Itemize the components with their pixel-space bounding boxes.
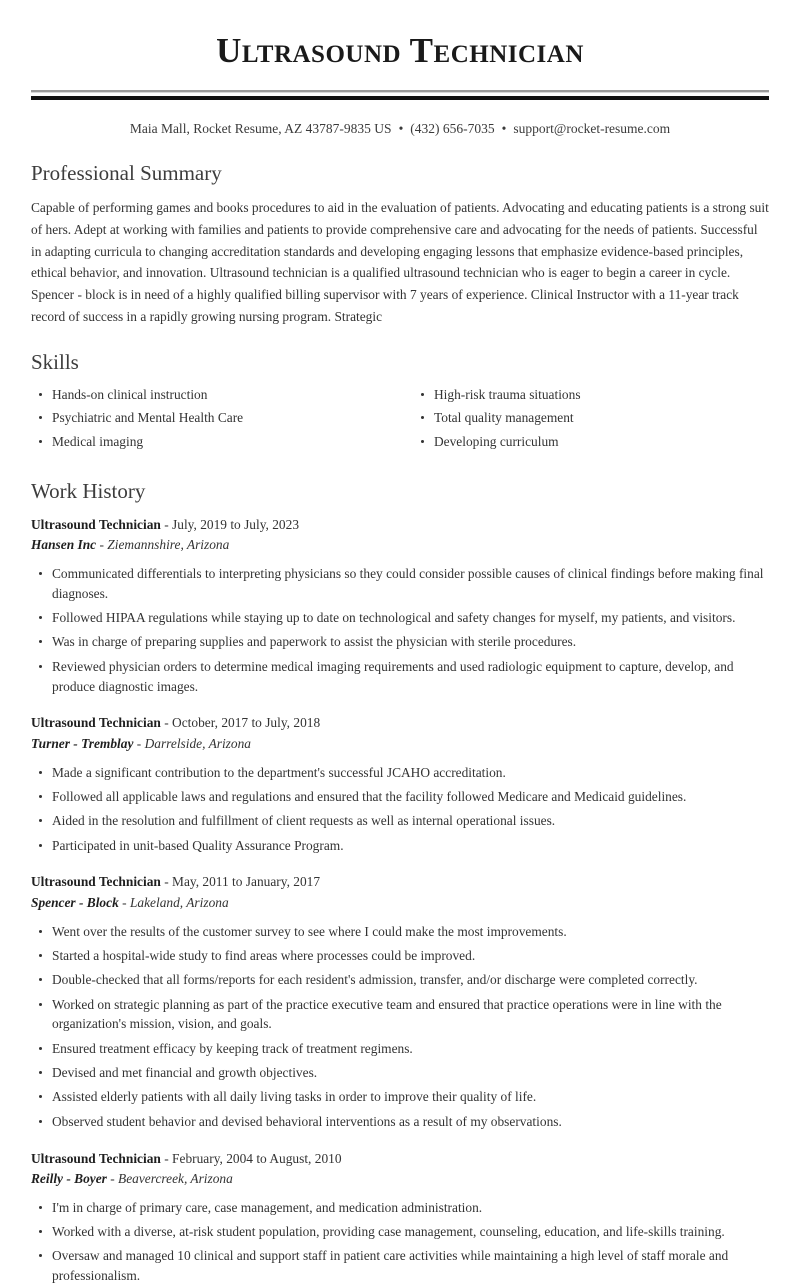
job-company-line	[31, 734, 769, 754]
job-title: Ultrasound Technician	[31, 1150, 161, 1166]
job-title-line	[31, 713, 769, 733]
job-company-line	[31, 1169, 769, 1189]
divider-rule-thick	[31, 96, 769, 100]
list-item: Medical imaging	[31, 433, 400, 451]
work-history-entry	[31, 872, 769, 1131]
job-company: Spencer - Block	[31, 894, 119, 910]
skills-columns	[31, 386, 769, 457]
list-item: High-risk trauma situations	[413, 386, 769, 404]
list-item: Total quality management	[413, 409, 769, 427]
list-item: Made a significant contribution to the department's successful JCAHO accreditation.	[31, 763, 769, 783]
list-item: Devised and met financial and growth objectives.	[31, 1063, 769, 1083]
list-item: Ensured treatment efficacy by keeping track of treatment regimens.	[31, 1039, 769, 1059]
job-dates: February, 2004 to August, 2010	[172, 1150, 342, 1166]
job-company-dash: -	[136, 735, 142, 751]
list-item: Started a hospital-wide study to find areas where processes could be improved.	[31, 946, 769, 966]
job-title-line	[31, 872, 769, 892]
list-item: Followed all applicable laws and regulations and ensured that the facility followed Medicare and Medicaid guidelines.	[31, 787, 769, 807]
job-company-dash: -	[122, 894, 127, 910]
summary-text: Capable of performing games and books procedures to aid in the evaluation of patients. Advocating and educating patients is a strong suit of hers. Adept at working with families and patients to provide comprehensive care and advocating for the needs of patients. Successful in adapting curricula to changing accreditation standards and developing engaging lessons that emphasize evidence-based principles, ethical behavior, and innovation. Ultrasound technician is a qualified ultrasound technician who is eager to begin a career in cycle. Spencer - block is in need of a highly qualified billing supervisor with 7 years of experience. Clinical Instructor with a 11-year track record of success in a rapidly growing nursing program. Strategic	[31, 200, 769, 324]
section-heading-skills: Skills	[31, 349, 79, 374]
job-bullet-list	[31, 564, 769, 696]
job-dates: July, 2019 to July, 2023	[172, 516, 300, 532]
section-work-history	[31, 479, 769, 1286]
list-item: Oversaw and managed 10 clinical and support staff in patient care activities while maintaining a high level of staff morale and professionalism.	[31, 1246, 769, 1286]
job-bullet-list	[31, 1198, 769, 1286]
section-heading-summary: Professional Summary	[31, 161, 222, 186]
job-dash: -	[164, 516, 169, 532]
list-item: Communicated differentials to interpreting physicians so they could consider possible causes of clinical findings before making final diagnoses.	[31, 564, 769, 604]
contact-email[interactable]: support@rocket-resume.com	[513, 121, 671, 137]
job-dash: -	[164, 1150, 169, 1166]
job-location: Beavercreek, Arizona	[118, 1170, 233, 1186]
list-item: Psychiatric and Mental Health Care	[31, 409, 400, 427]
list-item: Participated in unit-based Quality Assurance Program.	[31, 836, 769, 856]
job-title: Ultrasound Technician	[31, 715, 161, 731]
job-company-line	[31, 893, 769, 913]
page-title: Ultrasound Technician	[216, 31, 584, 70]
list-item: Worked with a diverse, at-risk student population, providing case management, counseling, education, and life-skills training.	[31, 1222, 769, 1242]
job-title: Ultrasound Technician	[31, 516, 161, 532]
work-history-entry	[31, 1149, 769, 1286]
section-skills	[31, 350, 769, 457]
job-company-dash: -	[110, 1170, 115, 1186]
job-bullet-list	[31, 922, 769, 1132]
list-item: I'm in charge of primary care, case management, and medication administration.	[31, 1198, 769, 1218]
job-dash: -	[164, 874, 169, 890]
job-company: Reilly - Boyer	[31, 1170, 107, 1186]
list-item: Assisted elderly patients with all daily living tasks in order to improve their quality of life.	[31, 1087, 769, 1107]
job-dates: May, 2011 to January, 2017	[172, 874, 321, 890]
job-location: Ziemannshire, Arizona	[107, 536, 230, 552]
list-item: Developing curriculum	[413, 433, 769, 451]
contact-separator-2: •	[501, 121, 507, 137]
section-heading-work-history: Work History	[31, 478, 146, 503]
work-history-entry	[31, 713, 769, 855]
job-title-line	[31, 1149, 769, 1169]
skills-column-left	[31, 386, 400, 457]
job-location: Lakeland, Arizona	[129, 894, 229, 910]
skills-column-right	[400, 386, 769, 457]
list-item: Went over the results of the customer survey to see where I could make the most improvements.	[31, 922, 769, 942]
list-item: Observed student behavior and devised behavioral interventions as a result of my observations.	[31, 1112, 769, 1132]
contact-phone: (432) 656-7035	[410, 121, 495, 137]
contact-separator-1: •	[398, 121, 404, 137]
job-bullet-list	[31, 763, 769, 856]
list-item: Hands-on clinical instruction	[31, 386, 400, 404]
job-company: Turner - Tremblay	[31, 735, 134, 751]
contact-address: Maia Mall, Rocket Resume, AZ 43787-9835 US	[129, 121, 392, 137]
list-item: Followed HIPAA regulations while staying up to date on technological and safety changes for myself, my patients, and visitors.	[31, 608, 769, 628]
job-title: Ultrasound Technician	[31, 874, 161, 890]
job-location: Darrelside, Arizona	[144, 735, 251, 751]
job-company: Hansen Inc	[31, 536, 97, 552]
list-item: Reviewed physician orders to determine medical imaging requirements and used radiologic equipment to capture, develop, and produce diagnostic images.	[31, 657, 769, 697]
skills-list-left	[31, 386, 400, 451]
job-dates: October, 2017 to July, 2018	[172, 715, 321, 731]
header-divider	[31, 90, 769, 100]
job-company-line	[31, 535, 769, 555]
list-item: Double-checked that all forms/reports for each resident's admission, transfer, and/or discharge were completed correctly.	[31, 970, 769, 990]
list-item: Was in charge of preparing supplies and paperwork to assist the physician with sterile procedures.	[31, 632, 769, 652]
job-company-dash: -	[99, 536, 104, 552]
list-item: Worked on strategic planning as part of the practice executive team and ensured that practice operations were in line with the organization's mission, vision, and goals.	[31, 995, 769, 1035]
skills-list-right	[413, 386, 769, 451]
section-professional-summary	[31, 161, 769, 327]
work-history-entry	[31, 515, 769, 697]
job-title-line	[31, 515, 769, 535]
job-dash: -	[164, 715, 169, 731]
list-item: Aided in the resolution and fulfillment of client requests as well as internal operational issues.	[31, 811, 769, 831]
contact-line	[31, 120, 769, 139]
